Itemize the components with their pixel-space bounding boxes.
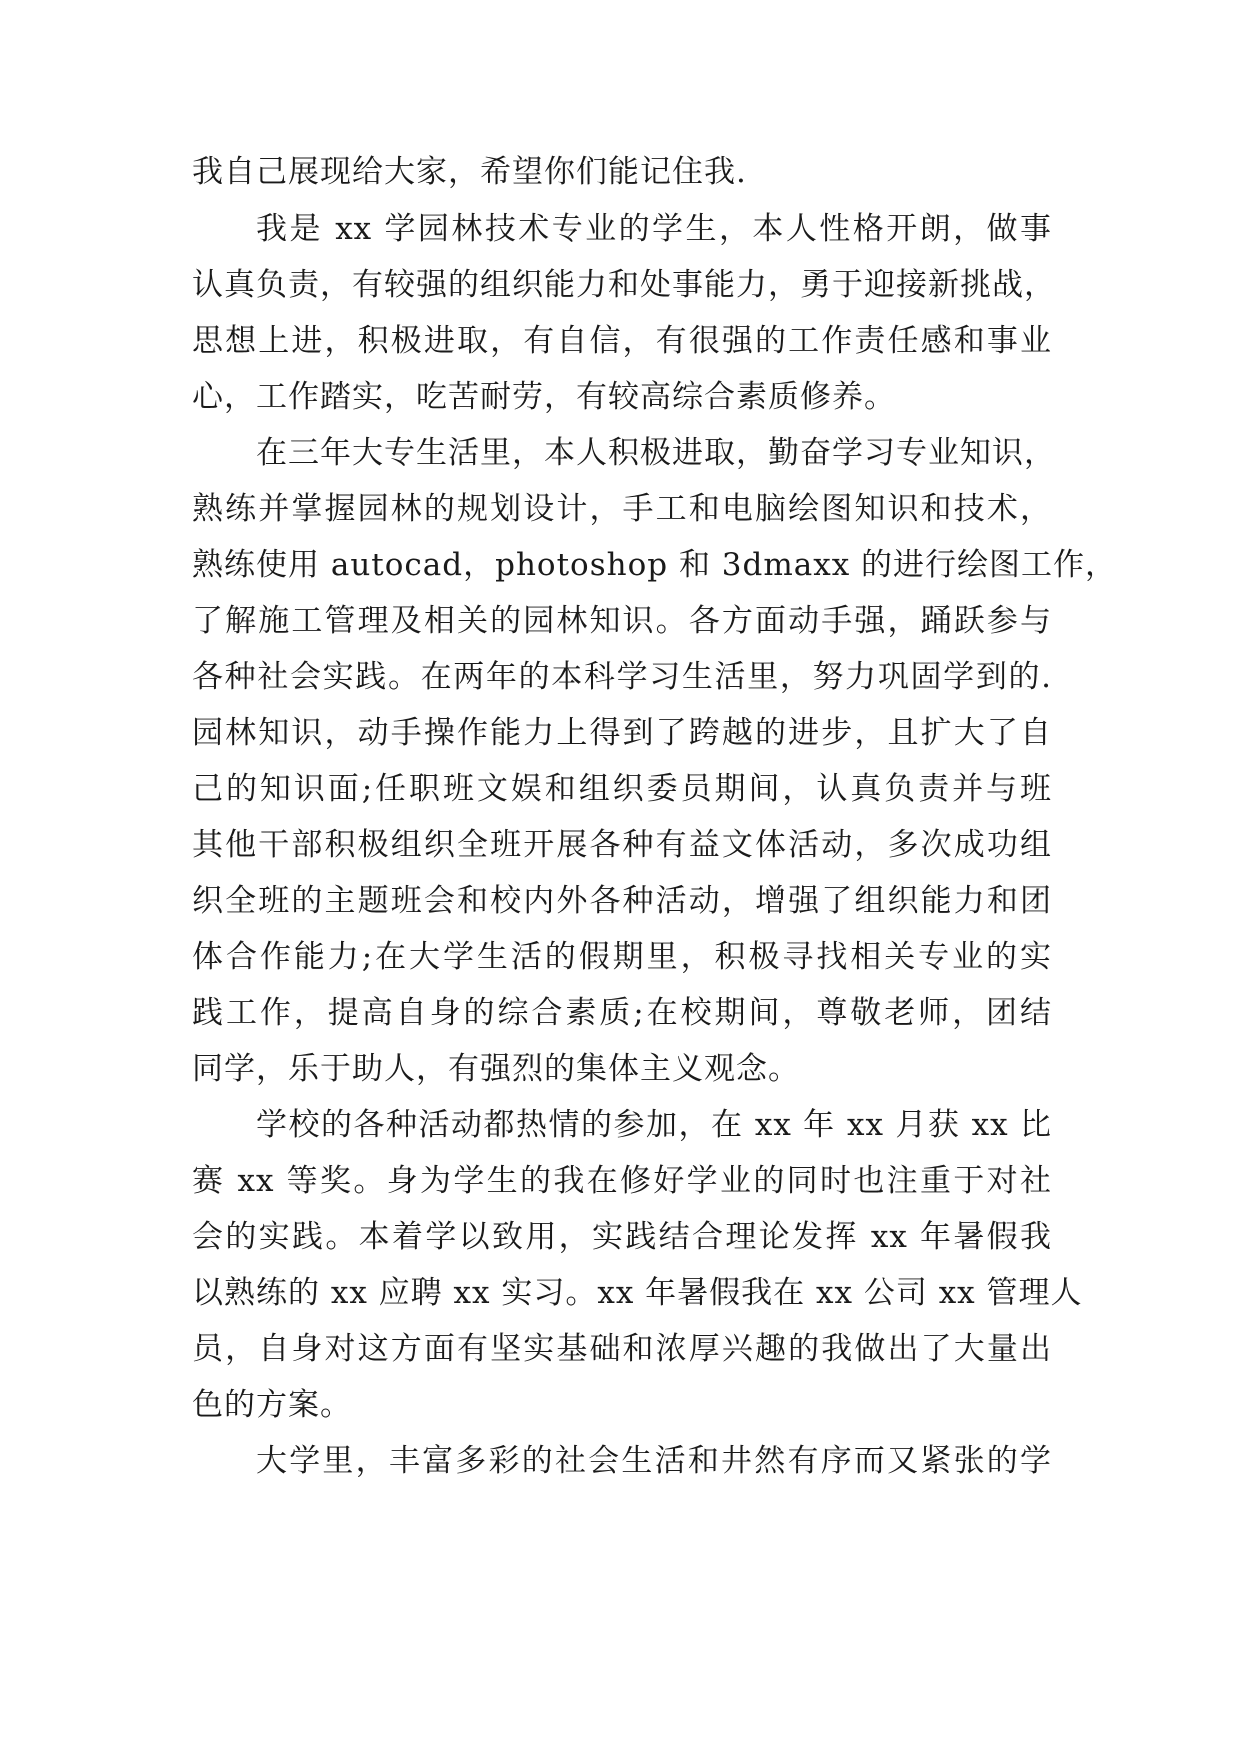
text-line: 了解施工管理及相关的园林知识。各方面动手强，踊跃参与: [192, 603, 1052, 639]
text-line: 色的方案。: [192, 1387, 352, 1423]
text-line: 体合作能力;在大学生活的假期里，积极寻找相关专业的实: [192, 939, 1052, 975]
text-line: 赛 xx 等奖。身为学生的我在修好学业的同时也注重于对社: [192, 1163, 1052, 1199]
text-line: 员，自身对这方面有坚实基础和浓厚兴趣的我做出了大量出: [192, 1331, 1052, 1367]
text-line: 思想上进，积极进取，有自信，有很强的工作责任感和事业: [192, 323, 1052, 359]
text-line: 以熟练的 xx 应聘 xx 实习。xx 年暑假我在 xx 公司 xx 管理人: [192, 1275, 1083, 1311]
text-line: 同学，乐于助人，有强烈的集体主义观念。: [192, 1051, 800, 1087]
text-line: 我是 xx 学园林技术专业的学生，本人性格开朗，做事: [256, 211, 1052, 247]
text-line: 我自己展现给大家，希望你们能记住我.: [192, 154, 747, 190]
text-line: 其他干部积极组织全班开展各种有益文体活动，多次成功组: [192, 827, 1052, 863]
text-line: 织全班的主题班会和校内外各种活动，增强了组织能力和团: [192, 883, 1052, 919]
text-line: 在三年大专生活里，本人积极进取，勤奋学习专业知识，: [256, 435, 1056, 471]
text-line: 各种社会实践。在两年的本科学习生活里，努力巩固学到的.: [192, 659, 1052, 695]
text-line: 熟练并掌握园林的规划设计，手工和电脑绘图知识和技术，: [192, 491, 1052, 527]
text-line: 践工作，提高自身的综合素质;在校期间，尊敬老师，团结: [192, 995, 1052, 1031]
text-line: 熟练使用 autocad，photoshop 和 3dmaxx 的进行绘图工作，: [192, 547, 1118, 583]
text-line: 认真负责，有较强的组织能力和处事能力，勇于迎接新挑战，: [192, 267, 1056, 303]
text-line: 心，工作踏实，吃苦耐劳，有较高综合素质修养。: [192, 379, 896, 415]
text-line: 大学里，丰富多彩的社会生活和井然有序而又紧张的学: [256, 1443, 1052, 1479]
text-line: 园林知识，动手操作能力上得到了跨越的进步，且扩大了自: [192, 715, 1052, 751]
text-line: 己的知识面;任职班文娱和组织委员期间，认真负责并与班: [192, 771, 1052, 807]
text-line: 会的实践。本着学以致用，实践结合理论发挥 xx 年暑假我: [192, 1219, 1052, 1255]
text-line: 学校的各种活动都热情的参加，在 xx 年 xx 月获 xx 比: [256, 1107, 1052, 1143]
